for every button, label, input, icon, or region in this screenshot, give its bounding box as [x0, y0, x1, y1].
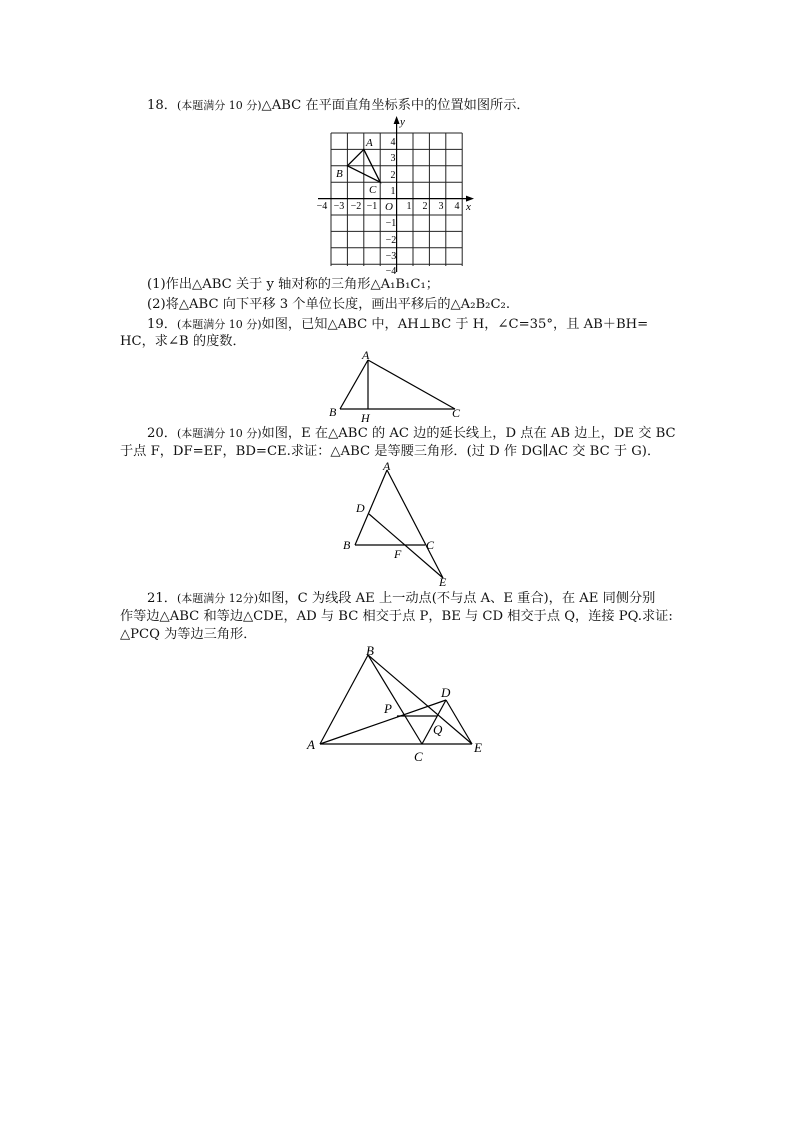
- y-tick-label: 2: [390, 170, 396, 181]
- point-p-label: P: [384, 701, 392, 716]
- x-tick-label: −2: [350, 201, 362, 212]
- q21-text-line1: 如图，C 为线段 AE 上一动点(不与点 A、E 重合)，在 AE 同侧分别: [258, 591, 656, 606]
- q20-number: 20．: [147, 426, 177, 441]
- q20-stem-line2: 于点 F，DF=EF，BD=CE.求证：△ABC 是等腰三角形．(过 D 作 DG∥AC 交 BC 于 G)．: [120, 444, 661, 459]
- point-a-label: A: [366, 137, 373, 149]
- q19-triangle-figure: [320, 344, 470, 426]
- x-tick-label: −3: [333, 201, 345, 212]
- q19-number: 19．: [147, 317, 177, 332]
- y-tick-label: 4: [390, 137, 396, 148]
- q21-stem-line1: [147, 590, 655, 608]
- point-a-label: A: [307, 737, 315, 752]
- q18-part2: (2)将△ABC 向下平移 3 个单位长度，画出平移后的△A₂B₂C₂.: [147, 297, 511, 312]
- point-a-label: A: [383, 459, 391, 473]
- y-tick-label: 1: [390, 186, 396, 197]
- q18-score: (本题满分 10 分): [176, 99, 262, 112]
- q18-text: △ABC 在平面直角坐标系中的位置如图所示．: [261, 98, 530, 113]
- q19-stem-line1: [147, 316, 648, 334]
- x-tick-label: 1: [406, 201, 412, 212]
- point-b-label: B: [343, 538, 351, 552]
- q21-stem-line2: 作等边△ABC 和等边△CDE，AD 与 BC 相交于点 P，BE 与 CD 相交于点 Q，连接 PQ.求证:: [120, 609, 673, 624]
- q20-text-line1: 如图，E 在△ABC 的 AC 边的延长线上，D 点在 AB 边上，DE 交 BC: [261, 426, 676, 441]
- x-tick-label: −4: [316, 201, 328, 212]
- x-tick-label: 3: [438, 201, 444, 212]
- y-axis-label: y: [400, 116, 405, 128]
- x-tick-label: 2: [422, 201, 428, 212]
- point-e-label: E: [439, 575, 447, 589]
- y-tick-label: 3: [390, 153, 396, 164]
- x-axis-label: x: [466, 201, 471, 213]
- q21-equilateral-figure: [300, 638, 495, 766]
- q18-part1: (1)作出△ABC 关于 y 轴对称的三角形△A₁B₁C₁；: [147, 277, 439, 292]
- y-tick-label: −1: [385, 218, 397, 229]
- point-d-label: D: [356, 501, 365, 515]
- q21-number: 21．: [147, 591, 177, 606]
- q20-stem-line1: [147, 425, 676, 443]
- q21-score: (本题满分 12分): [176, 592, 259, 605]
- point-d-label: D: [441, 685, 451, 700]
- y-tick-label: −2: [385, 235, 397, 246]
- point-b-label: B: [336, 168, 343, 180]
- point-b-label: B: [329, 405, 337, 419]
- point-c-label: C: [414, 749, 423, 764]
- x-tick-label: −1: [366, 201, 378, 212]
- point-e-label: E: [474, 740, 482, 755]
- point-b-label: B: [366, 643, 374, 658]
- q19-score: (本题满分 10 分): [176, 318, 262, 331]
- point-c-label: C: [426, 538, 435, 552]
- origin-label: O: [385, 201, 393, 213]
- y-tick-label: −4: [385, 266, 397, 275]
- point-a-label: A: [362, 348, 370, 362]
- point-c-label: C: [369, 184, 377, 196]
- q18-number: 18．: [147, 98, 177, 113]
- y-tick-label: −3: [385, 251, 397, 262]
- q20-score: (本题满分 10 分): [176, 427, 262, 440]
- point-h-label: H: [361, 411, 370, 425]
- q19-text-line1: 如图，已知△ABC 中，AH⊥BC 于 H，∠C=35°，且 AB＋BH=: [261, 317, 649, 332]
- point-c-label: C: [452, 406, 461, 420]
- point-f-label: F: [394, 547, 402, 561]
- x-tick-label: 4: [454, 201, 460, 212]
- q19-stem-line2: HC，求∠B 的度数．: [120, 334, 246, 349]
- q20-triangle-figure: [335, 457, 455, 589]
- point-q-label: Q: [433, 722, 443, 737]
- q18-coordinate-grid-figure: [310, 113, 480, 275]
- q21-stem-line3: △PCQ 为等边三角形．: [120, 627, 257, 642]
